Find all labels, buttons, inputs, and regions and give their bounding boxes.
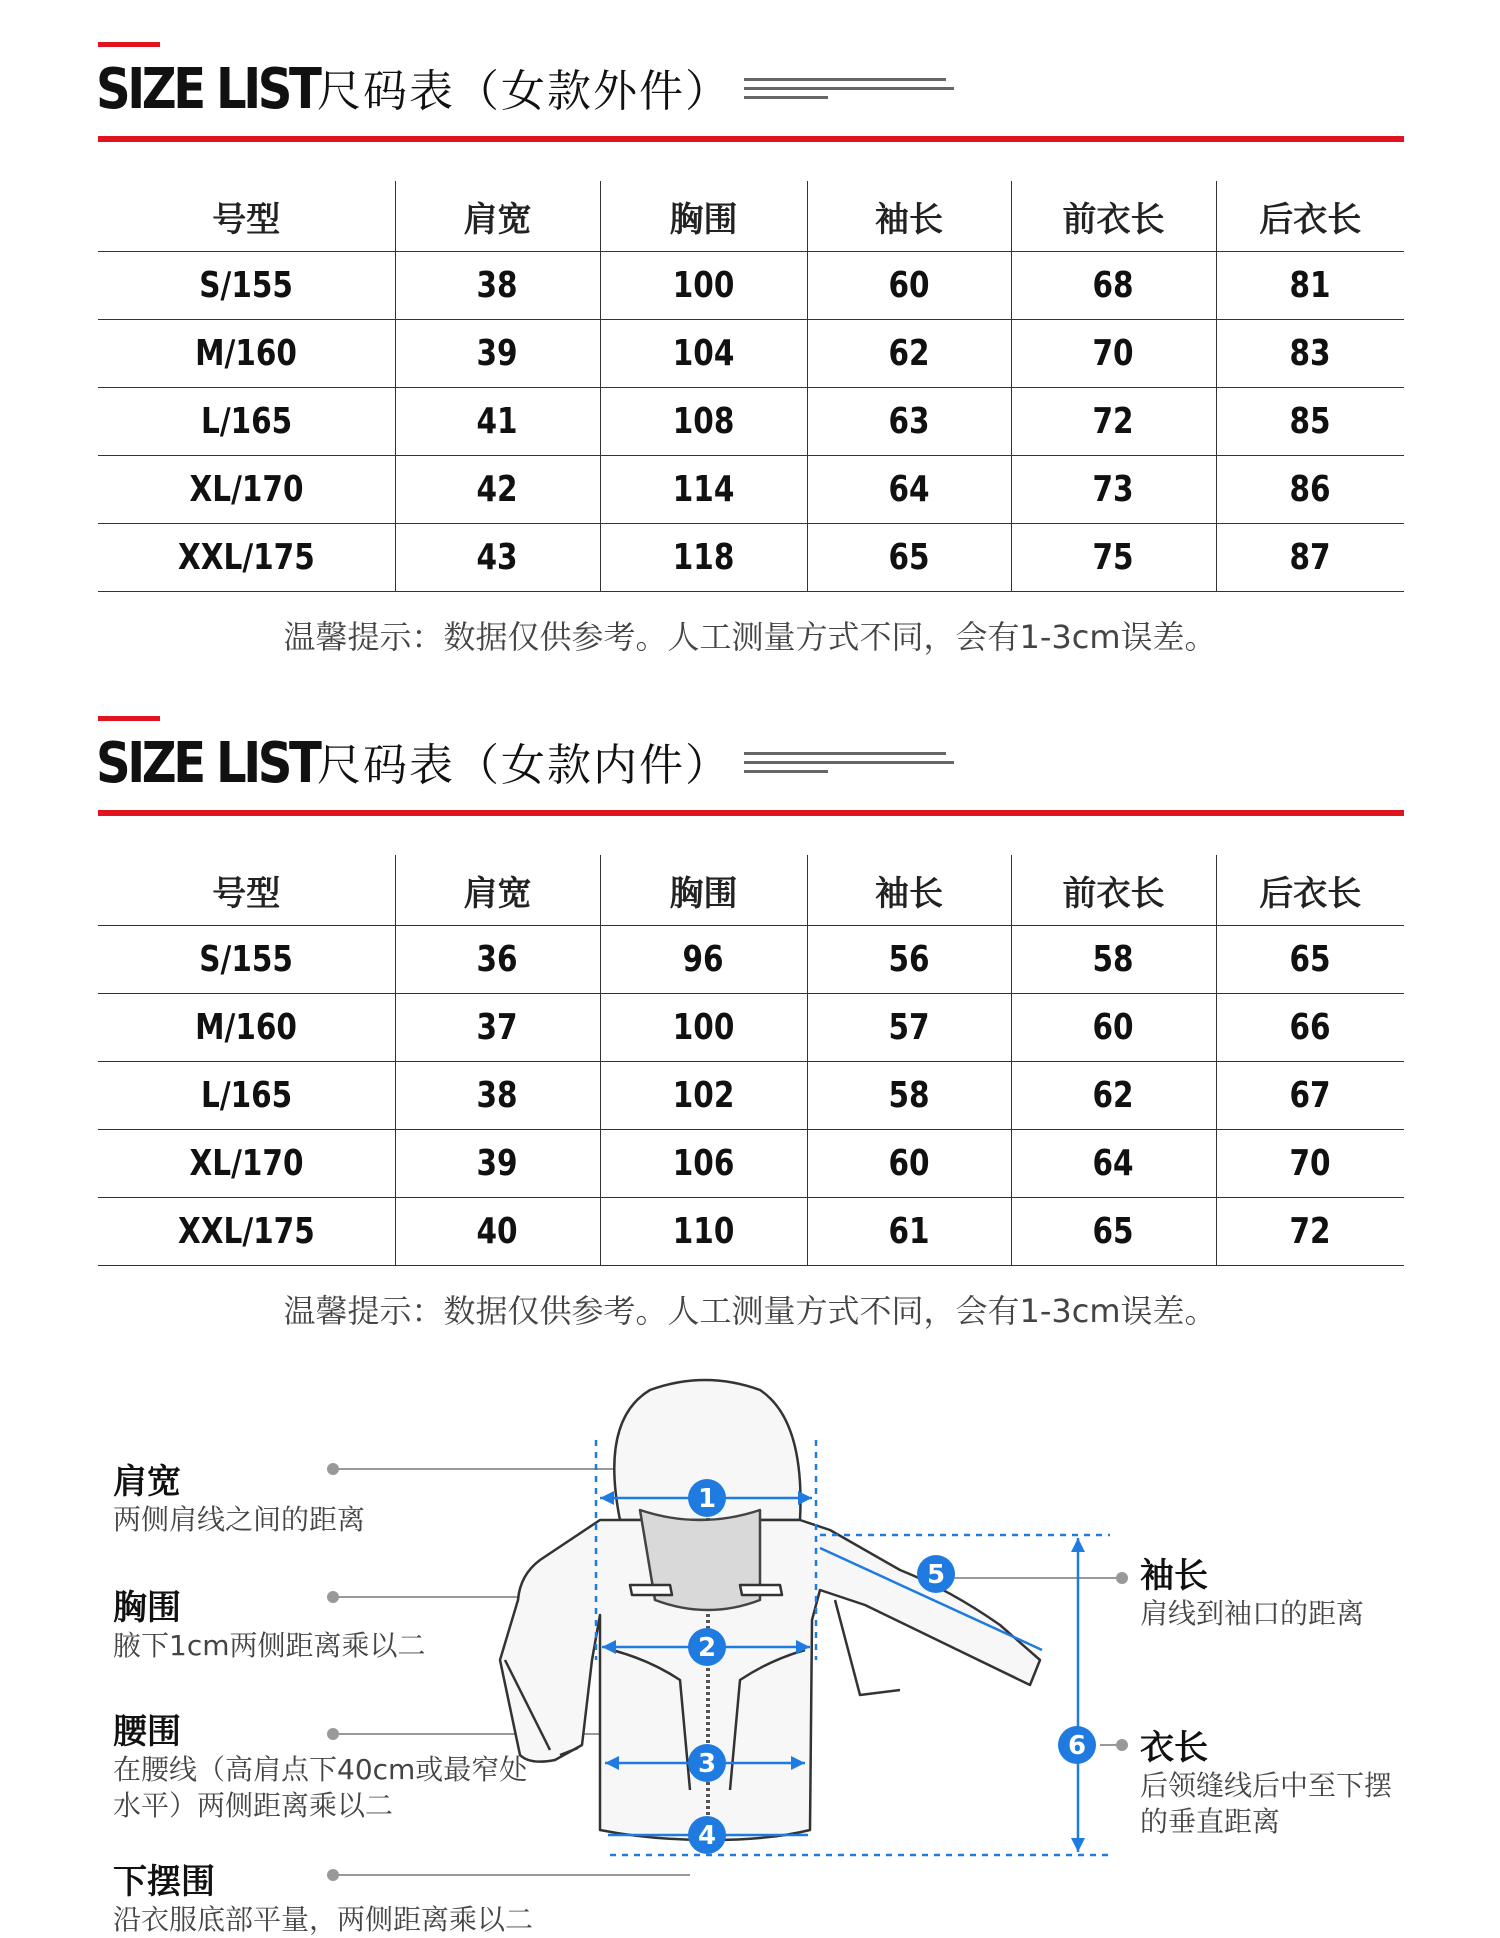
table-cell: 37 — [395, 994, 600, 1062]
size-table — [98, 181, 1404, 592]
size-section-outer — [0, 0, 1500, 680]
svg-text:1: 1 — [697, 1484, 717, 1514]
marker-2 — [688, 1628, 726, 1666]
table-cell: 64 — [807, 456, 1011, 524]
table-cell: 86 — [1216, 456, 1404, 524]
title-rule — [98, 136, 1404, 142]
table-cell: 100 — [600, 252, 807, 320]
accent-bar — [98, 42, 160, 47]
table-cell: 65 — [807, 524, 1011, 592]
table-cell: S/155 — [98, 252, 395, 320]
table-cell: XXL/175 — [98, 524, 395, 592]
table-cell: 58 — [807, 1062, 1011, 1130]
header-cell: 胸围 — [600, 181, 807, 252]
table-cell: S/155 — [98, 926, 395, 994]
marker-3 — [688, 1744, 726, 1782]
guide-title: 腰围 — [113, 1712, 181, 1752]
header-cell: 肩宽 — [395, 181, 600, 252]
header-cell: 袖长 — [807, 181, 1011, 252]
table-row — [98, 320, 1404, 388]
table-cell: 85 — [1216, 388, 1404, 456]
size-table-title: 尺码表（女款内件） — [317, 740, 731, 791]
measurement-tip: 温馨提示：数据仅供参考。人工测量方式不同，会有1-3cm误差。 — [283, 618, 1217, 656]
header-cell: 肩宽 — [395, 855, 600, 926]
table-cell: 68 — [1011, 252, 1216, 320]
marker-5 — [917, 1555, 955, 1593]
size-table — [98, 855, 1404, 1266]
table-cell: 39 — [395, 320, 600, 388]
guide-title: 衣长 — [1140, 1728, 1208, 1768]
jacket-illustration — [500, 1380, 1040, 1840]
guide-desc: 在腰线（高肩点下40cm或最窄处 — [113, 1753, 528, 1786]
table-cell: 58 — [1011, 926, 1216, 994]
table-cell: 65 — [1011, 1198, 1216, 1266]
table-cell: M/160 — [98, 994, 395, 1062]
table-cell: M/160 — [98, 320, 395, 388]
table-cell: XXL/175 — [98, 1198, 395, 1266]
guide-desc: 两侧肩线之间的距离 — [113, 1503, 366, 1536]
fine-print-decoration — [744, 752, 954, 779]
size-table-title: 尺码表（女款外件） — [317, 66, 731, 117]
header-cell: 后衣长 — [1216, 181, 1404, 252]
table-cell: 75 — [1011, 524, 1216, 592]
table-cell: XL/170 — [98, 1130, 395, 1198]
table-cell: 67 — [1216, 1062, 1404, 1130]
table-cell: 118 — [600, 524, 807, 592]
table-cell: 64 — [1011, 1130, 1216, 1198]
guide-title: 袖长 — [1140, 1556, 1208, 1596]
table-cell: 70 — [1011, 320, 1216, 388]
table-row — [98, 456, 1404, 524]
table-cell: 62 — [1011, 1062, 1216, 1130]
table-cell: 62 — [807, 320, 1011, 388]
fine-print-decoration — [744, 78, 954, 105]
header-cell: 袖长 — [807, 855, 1011, 926]
guide-desc: 的垂直距离 — [1140, 1805, 1281, 1838]
size-list-brand: SIZE LIST — [96, 57, 319, 122]
table-cell: 114 — [600, 456, 807, 524]
table-cell: 42 — [395, 456, 600, 524]
table-row — [98, 1130, 1404, 1198]
table-cell: L/165 — [98, 1062, 395, 1130]
table-cell: 70 — [1216, 1130, 1404, 1198]
header-cell: 后衣长 — [1216, 855, 1404, 926]
guide-desc: 肩线到袖口的距离 — [1140, 1597, 1365, 1630]
table-row — [98, 388, 1404, 456]
svg-text:3: 3 — [697, 1749, 717, 1779]
table-cell: 60 — [807, 252, 1011, 320]
table-cell: 81 — [1216, 252, 1404, 320]
svg-text:6: 6 — [1067, 1731, 1087, 1761]
table-cell: 72 — [1011, 388, 1216, 456]
svg-text:5: 5 — [926, 1560, 946, 1590]
table-cell: 40 — [395, 1198, 600, 1266]
table-cell: L/165 — [98, 388, 395, 456]
table-row — [98, 1062, 1404, 1130]
header-cell: 胸围 — [600, 855, 807, 926]
guide-title: 下摆围 — [113, 1862, 215, 1902]
table-header-row — [98, 181, 1404, 252]
table-row — [98, 1198, 1404, 1266]
guide-title: 肩宽 — [113, 1462, 181, 1502]
table-row — [98, 524, 1404, 592]
header-cell: 号型 — [98, 181, 395, 252]
size-list-brand: SIZE LIST — [96, 731, 319, 796]
table-cell: 66 — [1216, 994, 1404, 1062]
svg-text:2: 2 — [697, 1633, 717, 1663]
guide-title: 胸围 — [113, 1588, 181, 1628]
table-cell: XL/170 — [98, 456, 395, 524]
guide-desc: 后领缝线后中至下摆 — [1140, 1769, 1393, 1802]
table-cell: 100 — [600, 994, 807, 1062]
table-cell: 56 — [807, 926, 1011, 994]
table-cell: 87 — [1216, 524, 1404, 592]
guide-desc: 沿衣服底部平量，两侧距离乘以二 — [113, 1903, 534, 1936]
table-cell: 83 — [1216, 320, 1404, 388]
table-cell: 38 — [395, 252, 600, 320]
table-row — [98, 926, 1404, 994]
header-cell: 前衣长 — [1011, 855, 1216, 926]
table-cell: 39 — [395, 1130, 600, 1198]
table-cell: 63 — [807, 388, 1011, 456]
accent-bar — [98, 716, 160, 721]
size-section-inner — [0, 674, 1500, 1354]
table-cell: 104 — [600, 320, 807, 388]
table-cell: 72 — [1216, 1198, 1404, 1266]
table-cell: 41 — [395, 388, 600, 456]
marker-4 — [688, 1816, 726, 1854]
measurement-tip: 温馨提示：数据仅供参考。人工测量方式不同，会有1-3cm误差。 — [283, 1292, 1217, 1330]
table-cell: 110 — [600, 1198, 807, 1266]
table-cell: 65 — [1216, 926, 1404, 994]
header-cell: 前衣长 — [1011, 181, 1216, 252]
table-cell: 57 — [807, 994, 1011, 1062]
table-cell: 60 — [1011, 994, 1216, 1062]
marker-6 — [1058, 1726, 1096, 1764]
marker-1 — [688, 1479, 726, 1517]
title-rule — [98, 810, 1404, 816]
table-cell: 43 — [395, 524, 600, 592]
jacket-measurement-diagram — [0, 1360, 1500, 1920]
table-cell: 96 — [600, 926, 807, 994]
table-cell: 73 — [1011, 456, 1216, 524]
svg-text:4: 4 — [697, 1821, 717, 1851]
guide-desc: 腋下1cm两侧距离乘以二 — [113, 1629, 426, 1662]
table-cell: 106 — [600, 1130, 807, 1198]
table-cell: 60 — [807, 1130, 1011, 1198]
table-cell: 61 — [807, 1198, 1011, 1266]
table-cell: 108 — [600, 388, 807, 456]
guide-desc: 水平）两侧距离乘以二 — [113, 1789, 394, 1822]
table-row — [98, 252, 1404, 320]
table-header-row — [98, 855, 1404, 926]
table-row — [98, 994, 1404, 1062]
table-cell: 102 — [600, 1062, 807, 1130]
table-cell: 36 — [395, 926, 600, 994]
header-cell: 号型 — [98, 855, 395, 926]
table-cell: 38 — [395, 1062, 600, 1130]
